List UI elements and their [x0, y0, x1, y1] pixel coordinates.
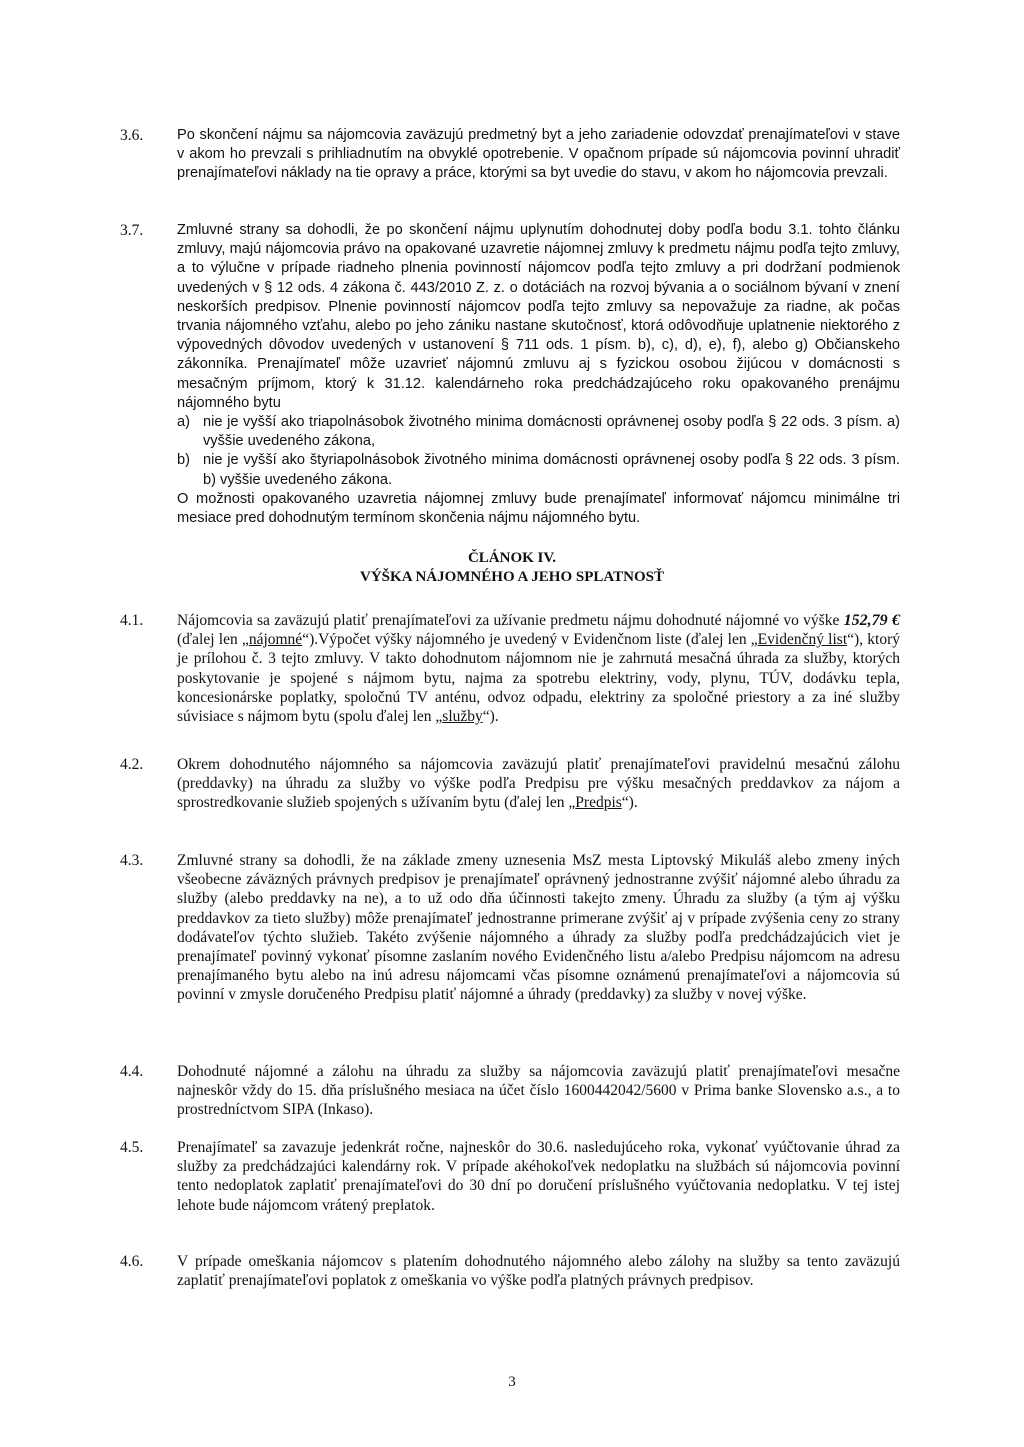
clause-4-1 — [120, 611, 900, 726]
clause-number: 4.2. — [120, 756, 144, 773]
list-item-text: nie je vyšší ako štyriapolnásobok životného minima domácnosti oprávnenej osoby podľa § 22 ods. 3 písm. b) vyššie uvedeného zákona. — [203, 452, 900, 488]
clause-4-3 — [120, 851, 900, 1005]
clause-3-7 — [120, 221, 900, 528]
clause-3-6 — [120, 126, 900, 184]
clause-text: Zmluvné strany sa dohodli, že po skončení nájmu uplynutím dohodnutej doby podľa bodu 3.1. tohto článku zmluvy, majú nájomcovia právo na opakované uzavretie nájomnej zmluvy k predmetu nájmu podľa tejto zmluvy, a to výlučne v prípade riadneho plnenia povinností nájomcov podľa tejto zmluvy a pri dodržaní podmienok uvedených v § 12 ods. 4 zákona č. 443/2010 Z. z. o dotáciách na rozvoj bývania a o sociálnom bývaní v znení neskorších predpisov. — [177, 222, 900, 315]
defined-term: služby — [442, 708, 483, 726]
clause-number: 4.5. — [120, 1139, 144, 1156]
rent-amount: 152,79 € — [843, 612, 900, 629]
clause-number: 3.7. — [120, 222, 144, 239]
clause-number: 4.3. — [120, 852, 144, 869]
clause-text: Nájomcovia sa zaväzujú platiť prenajímateľovi za užívanie predmetu nájmu dohodnuté nájomné vo výške 152,79 € (ďalej len „nájomné“).Výpočet výšky nájomného je uvedený v Evidenčnom liste (ďalej len „Evidenčný list“), ktorý je prílohou č. 3 tejto zmluvy. V takto dohodnutom nájomnom nie je zahrnutá mesačná úhrada za služby, ktorých poskytovanie je spojené s nájmom bytu, najma za spotrebu elektriny, vody, plynu, TÚV, dodávku tepla, koncesionárske poplatky, spoločnú TV anténu, odvoz odpadu, elektriny za spoločné priestory a za iné služby súvisiace s nájmom bytu (spolu ďalej len „služby“). — [177, 612, 900, 726]
clause-text: Prenajímateľ sa zavazuje jedenkrát ročne, najneskôr do 30.6. nasledujúceho roka, vykonať vyúčtovanie úhrad za služby za predchádzajúci kalendárny rok. V prípade akéhokoľvek nedoplatku na službách sú nájomcovia povinní tento nedoplatok zaplatiť prenajímateľovi do 30 dní po doručení príslušného vyúčtovania nedoplatku. V tej istej lehote bude nájomcom vrátený preplatok. — [177, 1139, 900, 1214]
clause-4-2 — [120, 755, 900, 813]
list-item-label: a) — [177, 414, 190, 431]
article-subtitle: VÝŠKA NÁJOMNÉHO A JEHO SPLATNOSŤ — [360, 569, 664, 585]
clause-number: 3.6. — [120, 127, 144, 144]
article-title: ČLÁNOK IV. — [467, 550, 557, 566]
clause-text: Dohodnuté nájomné a zálohu na úhradu za služby sa nájomcovia zaväzujú platiť prenajímateľovi mesačne najneskôr vždy do 15. dňa príslušného mesiaca na účet číslo 1600442042/5600 v Prima banke Slovensko a.s., a to prostredníctvom SIPA (Inkaso). — [177, 1063, 900, 1119]
clause-number: 4.1. — [120, 612, 144, 629]
list-item-text: nie je vyšší ako triapolnásobok životného minima domácnosti oprávnenej osoby podľa § 22 ods. 3 písm. a) vyššie uvedeného zákona, — [203, 414, 900, 450]
clause-closing-text: O možnosti opakovaného uzavretia nájomnej zmluvy bude prenajímateľ informovať nájomcu minimálne tri mesiace pred dohodnutým termínom skončenia nájmu nájomného bytu. — [177, 490, 900, 527]
defined-term: nájomné — [248, 631, 303, 649]
clause-number: 4.4. — [120, 1063, 144, 1080]
clause-text: Okrem dohodnutého nájomného sa nájomcovia zaväzujú platiť prenajímateľovi pravidelnú mesačnú zálohu (preddavky) na úhradu za služby vo výške podľa Predpisu pre výšku mesačných preddavkov za nájom a sprostredkovanie služieb spojených s užívaním bytu (ďalej len „Predpis“). — [177, 756, 900, 812]
list-item — [177, 413, 900, 451]
clause-text: Po skončení nájmu sa nájomcovia zaväzujú predmetný byt a jeho zariadenie odovzdať prenajímateľovi v stave v akom ho prevzali s prihliadnutím na obvyklé opotrebenie. V opačnom prípade sú nájomcovia povinní uhradiť prenajímateľovi náklady na tie opravy a práce, ktorými sa byt uvedie do stavu, v akom ho nájomcovia prevzali. — [177, 127, 900, 182]
page-number: 3 — [508, 1374, 516, 1390]
clause-text: V prípade omeškania nájomcov s platením dohodnutého nájomného alebo zálohy na služby sa tento zaväzujú zaplatiť prenajímateľovi poplatok z omeškania vo výške podľa platných právnych predpisov. — [177, 1253, 900, 1290]
clause-4-5 — [120, 1138, 900, 1215]
defined-term: Evidenčný list — [757, 631, 848, 649]
clause-4-4 — [120, 1062, 900, 1120]
clause-text-continued: Plnenie povinností nájomcov podľa tejto zmluvy sa nepovažuje za riadne, ak počas trvania nájomného vzťahu, alebo po jeho zániku nastane skutočnosť, ktorá odôvodňuje uplatnenie niektorého z výpovedných dôvodov uvedených v ustanovení § 711 ods. 1 písm. b), c), d), e), f), alebo g) Občianskeho zákonníka. Prenajímateľ môže uzavrieť nájomnú zmluvu aj s fyzickou osobou žijúcou v domácnosti s mesačným príjmom, ktorý k 31.12. kalendárneho roka predchádzajúceho roku opakovaného prenájmu nájomného bytu — [177, 298, 900, 411]
list-item-label: b) — [177, 452, 190, 469]
clause-4-6 — [120, 1252, 900, 1290]
defined-term: Predpis — [575, 794, 622, 812]
clause-text: Zmluvné strany sa dohodli, že na základe zmeny uznesenia MsZ mesta Liptovský Mikuláš alebo zmeny iných všeobecne záväzných právnych predpisov je prenajímateľ oprávnený jednostranne zvýšiť nájomné alebo úhradu za služby (alebo preddavky na ne), a to už odo dňa účinnosti takejto zmeny. Úhradu za služby (a tým aj výšku preddavkov za tieto služby) môže prenajímateľ jednostranne primerane zvýšiť aj v prípade zvýšenia ceny zo strany dodávateľov týchto služieb. Takéto zvýšenie nájomného a úhrady za služby podľa predchádzajúcich viet je prenajímateľ povinný vykonať písomne zaslaním nového Evidenčného listu a/alebo Predpisu nájomcom na adresu prenajímaného bytu alebo na inú adresu nájomcami včas písomne oznámenú prenajímateľovi a nájomcovia sú povinní v zmysle doručeného Predpisu platiť nájomné a úhrady (preddavky) za služby v novej výške. — [177, 852, 900, 1004]
clause-number: 4.6. — [120, 1253, 144, 1270]
list-item — [177, 451, 900, 489]
